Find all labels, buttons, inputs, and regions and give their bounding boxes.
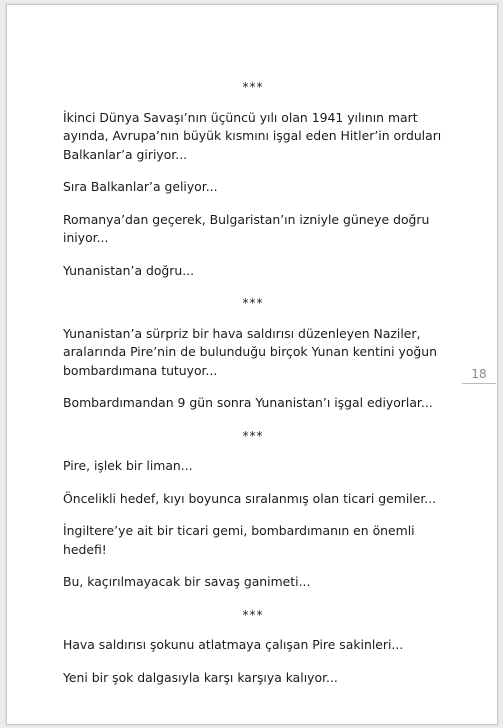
- paragraph: Yeni bir şok dalgasıyla karşı karşıya kalıyor...: [63, 669, 338, 685]
- paragraph: Hava saldırısı şokunu atlatmaya çalışan Pire sakinleri...: [63, 637, 404, 652]
- section-separator: ***: [242, 296, 264, 310]
- paragraph: Romanya’dan geçerek, Bulgaristan’ın izniyle güneye doğru iniyor...: [63, 211, 430, 245]
- paragraph: Yunanistan’a sürpriz bir hava saldırısı düzenleyen Naziler, aralarında Pire’nin de bulunduğu birçok Yunan kentini yoğun bombardımana tutuyor...: [63, 325, 437, 378]
- section-separator: ***: [242, 80, 264, 94]
- paragraph: Öncelikli hedef, kıyı boyunca sıralanmış olan ticari gemiler...: [63, 490, 437, 506]
- paragraph: Yunanistan’a doğru...: [63, 262, 195, 278]
- paragraph: İkinci Dünya Savaşı’nın üçüncü yılı olan 1941 yılının mart ayında, Avrupa’nın büyük kısmını işgal eden Hitler’in orduları Balkanlar’a giriyor...: [63, 109, 442, 162]
- paragraph: Bombardımandan 9 gün sonra Yunanistan’ı işgal ediyorlar...: [63, 395, 433, 410]
- page-number: 18: [462, 367, 496, 384]
- paragraph: Pire, işlek bir liman...: [63, 458, 193, 473]
- paragraph: İngiltere’ye ait bir ticari gemi, bombardımanın en önemli hedefi!: [63, 523, 415, 557]
- paragraph: Bu, kaçırılmayacak bir savaş ganimeti...: [63, 574, 311, 589]
- document-page: [6, 4, 498, 725]
- section-separator: ***: [242, 428, 264, 443]
- paragraph: Sıra Balkanlar’a geliyor...: [63, 179, 218, 194]
- section-separator: ***: [242, 607, 264, 622]
- page-body: [63, 78, 443, 701]
